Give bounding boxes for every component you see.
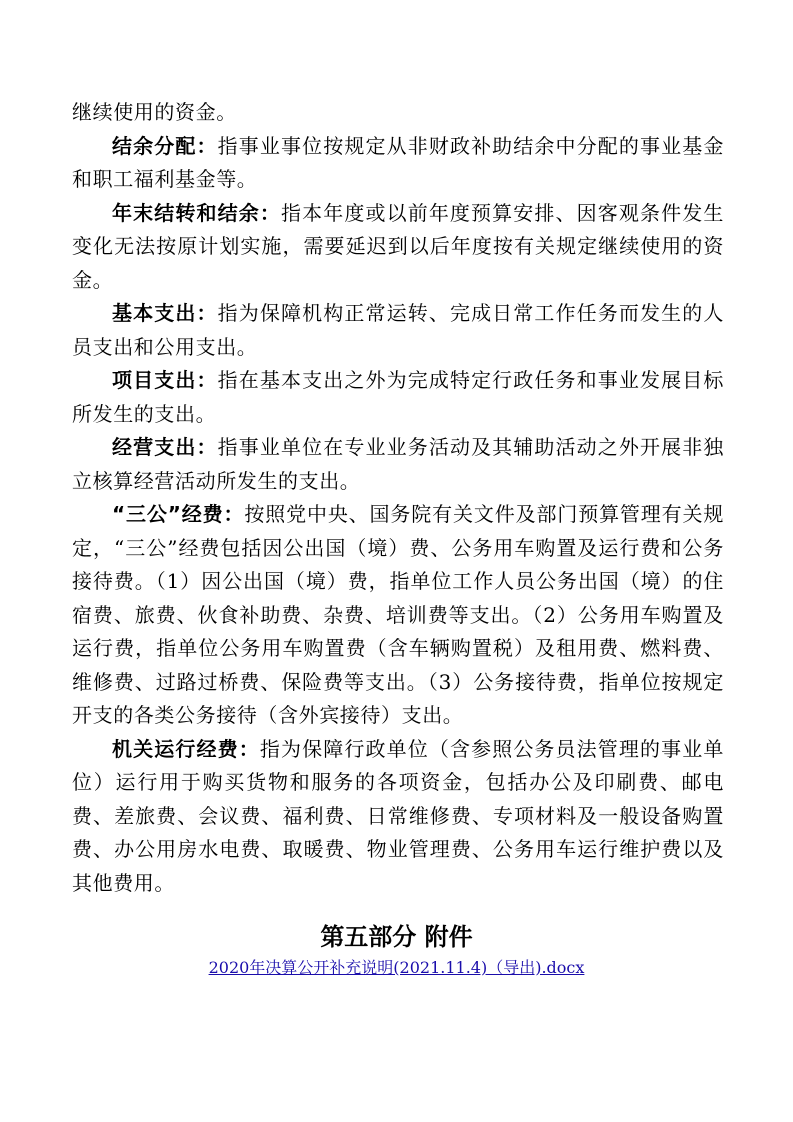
term-label: 年末结转和结余： <box>112 200 281 225</box>
paragraph-continuation <box>72 96 724 130</box>
term-label: “三公”经费： <box>112 502 245 526</box>
paragraph-operating-expenditure <box>72 431 724 498</box>
paragraph-agency-operating-funds <box>72 733 724 901</box>
term-label: 项目支出： <box>112 368 218 392</box>
document-body <box>72 96 724 900</box>
paragraph-text: 指为保障机构正常运转、完成日常工作任务而发生的人员支出和公用支出。 <box>72 301 724 359</box>
term-label: 机关运行经费： <box>112 736 260 761</box>
term-label: 经营支出： <box>112 435 218 459</box>
section-title: 第五部分 附件 <box>320 923 473 951</box>
paragraph-three-public-funds <box>72 498 724 733</box>
paragraph-text: 继续使用的资金。 <box>72 100 237 124</box>
paragraph-text: 指事业事位按规定从非财政补助结余中分配的事业基金和职工福利基金等。 <box>72 133 724 191</box>
paragraph-text: 指本年度或以前年度预算安排、因客观条件发生变化无法按原计划实施，需要延迟到以后年度按有关规定继续使用的资金。 <box>72 200 724 292</box>
paragraph-text: 指事业单位在专业业务活动及其辅助活动之外开展非独立核算经营活动所发生的支出。 <box>72 435 724 493</box>
paragraph-text: 指在基本支出之外为完成特定行政任务和事业发展目标所发生的支出。 <box>72 368 724 426</box>
paragraph-surplus-distribution <box>72 130 724 197</box>
paragraph-project-expenditure <box>72 364 724 431</box>
paragraph-text: 指为保障行政单位（含参照公务员法管理的事业单位）运行用于购买货物和服务的各项资金，包括办公及印刷费、邮电费、差旅费、会议费、福利费、日常维修费、专项材料及一般设备购置费、办公用房水电费、取暖费、物业管理费、公务用车运行维护费以及其他费用。 <box>72 736 725 895</box>
paragraph-text: 按照党中央、国务院有关文件及部门预算管理有关规定，“三公”经费包括因公出国（境）费、公务用车购置及运行费和公务接待费。（1）因公出国（境）费，指单位工作人员公务出国（境）的住宿费、旅费、伙食补助费、杂费、培训费等支出。（2）公务用车购置及运行费，指单位公务用车购置费（含车辆购置税）及租用费、燃料费、维修费、过路过桥费、保险费等支出。（3）公务接待费，指单位按规定开支的各类公务接待（含外宾接待）支出。 <box>72 502 724 727</box>
term-label: 基本支出： <box>112 301 218 325</box>
term-label: 结余分配： <box>112 133 218 158</box>
attachment-link[interactable]: 2020年决算公开补充说明(2021.11.4)（导出).docx <box>208 958 585 977</box>
attachment-row <box>0 956 793 980</box>
paragraph-year-end-carryover <box>72 197 724 298</box>
paragraph-basic-expenditure <box>72 297 724 364</box>
